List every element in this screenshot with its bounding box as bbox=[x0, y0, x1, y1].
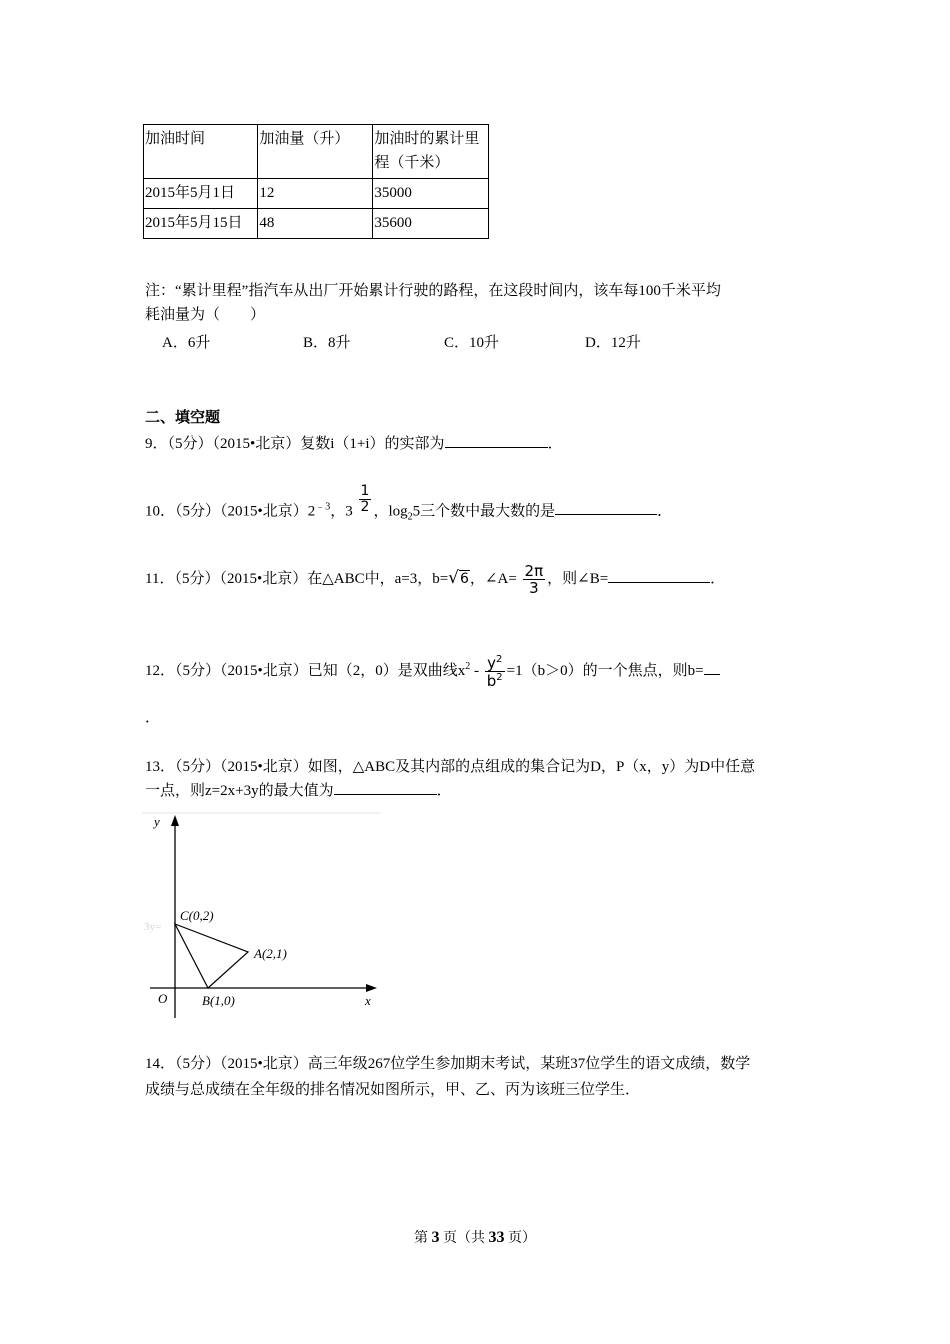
table-cell: 12 bbox=[258, 179, 373, 209]
q10-after: ，log bbox=[373, 503, 408, 520]
footer-mid: 页（共 bbox=[439, 1231, 489, 1246]
q14-line-1: 14．（5分）（2015•北京）高三年级267位学生参加期末考试，某班37位学生的语文成绩，数学 bbox=[145, 1056, 751, 1072]
q11-frac-den: 3 bbox=[529, 579, 539, 598]
q12-frac-num: y bbox=[487, 653, 496, 672]
q11-fraction bbox=[523, 563, 546, 597]
q12-frac-den-exp: 2 bbox=[496, 672, 503, 684]
faint-label: 3y= bbox=[144, 921, 162, 933]
table-cell: 2015年5月15日 bbox=[144, 209, 258, 239]
origin-label: O bbox=[158, 991, 168, 1006]
question-13-line-2 bbox=[145, 779, 452, 803]
q10-fraction bbox=[359, 484, 372, 516]
q11-frac-num: 2π bbox=[524, 561, 544, 580]
table-header-row bbox=[144, 125, 489, 179]
triangle-graph bbox=[140, 812, 382, 1022]
q12-frac-num-exp: 2 bbox=[495, 653, 503, 665]
q12-fraction bbox=[485, 654, 505, 690]
q12-frac-den-wrap bbox=[485, 672, 505, 690]
q12-end: ． bbox=[145, 710, 161, 726]
q11-prefix: 11．（5分）（2015•北京）在△ABC中，a=3，b= bbox=[145, 571, 449, 587]
sqrt-symbol: √ bbox=[448, 568, 459, 588]
table-cell: 2015年5月1日 bbox=[144, 179, 258, 209]
point-b-label: B(1,0) bbox=[202, 993, 235, 1008]
q12-frac-den: b bbox=[486, 672, 497, 691]
q11-sqrt-arg: 6 bbox=[460, 571, 469, 587]
x-axis-label: x bbox=[365, 993, 371, 1008]
table-row bbox=[144, 179, 489, 209]
q12-rest: =1（b＞0）的一个焦点，则b= bbox=[506, 663, 704, 679]
footer-total-pages: 33 bbox=[488, 1229, 505, 1246]
q10-answer-blank bbox=[555, 500, 657, 515]
page-footer bbox=[0, 1227, 950, 1247]
table-cell: 35600 bbox=[373, 209, 489, 239]
q10-prefix: 10．（5分）（2015•北京）2 bbox=[145, 503, 316, 520]
q10-frac-den: 2 bbox=[360, 499, 370, 516]
q9-text: 9．（5分）（2015•北京）复数i（1+i）的实部为 bbox=[145, 436, 445, 452]
x-axis-arrow bbox=[366, 984, 377, 992]
q14-line-2: 成绩与总成绩在全年级的排名情况如图所示，甲、乙、丙为该班三位学生． bbox=[145, 1082, 641, 1098]
table-cell: 48 bbox=[258, 209, 373, 239]
y-axis-arrow bbox=[171, 815, 179, 826]
question-12 bbox=[145, 644, 720, 694]
q12-exponent: 2 bbox=[465, 661, 471, 672]
table-cell: 35000 bbox=[373, 179, 489, 209]
q10-mid: ，3 bbox=[330, 503, 353, 520]
table-header-cell: 加油量（升） bbox=[258, 125, 373, 179]
q10-rest: 5三个数中最大数的是 bbox=[412, 503, 556, 520]
q9-end: ． bbox=[547, 436, 563, 452]
fuel-table bbox=[143, 124, 489, 239]
q9-answer-blank bbox=[445, 433, 548, 448]
q10-frac-num: 1 bbox=[360, 483, 370, 499]
q13-end: ． bbox=[436, 783, 452, 799]
point-c-label: C(0,2) bbox=[180, 908, 214, 923]
note-line-1: 注：“累计里程”指汽车从出厂开始累计行驶的路程，在这段时间内，该车每100千米平均 bbox=[145, 283, 721, 299]
q11-end: ． bbox=[710, 571, 726, 587]
option-d: D．12升 bbox=[585, 335, 641, 351]
footer-pre: 第 bbox=[414, 1231, 432, 1246]
triangle-abc bbox=[175, 924, 248, 988]
q10-end: ． bbox=[657, 503, 673, 520]
table-row bbox=[144, 209, 489, 239]
section-title: 二、填空题 bbox=[145, 410, 221, 426]
note-line-2: 耗油量为（ ） bbox=[145, 307, 266, 323]
q12-minus: - bbox=[470, 663, 483, 679]
q13-answer-blank bbox=[334, 780, 437, 795]
option-a: A．6升 bbox=[162, 335, 211, 351]
table-header-cell: 加油时间 bbox=[144, 125, 258, 179]
q13-line-1: 13．（5分）（2015•北京）如图，△ABC及其内部的点组成的集合记为D，P（x，y）为D中任意 bbox=[145, 759, 756, 775]
option-b: B．8升 bbox=[303, 335, 351, 351]
footer-page-number: 3 bbox=[431, 1229, 440, 1246]
q10-log-base: 2 bbox=[407, 511, 413, 523]
y-axis-label: y bbox=[154, 814, 160, 829]
question-9 bbox=[145, 432, 563, 456]
q12-prefix: 12．（5分）（2015•北京）已知（2，0）是双曲线x bbox=[145, 663, 466, 679]
q11-answer-blank bbox=[608, 568, 710, 583]
q12-answer-blank bbox=[704, 660, 720, 675]
q13-line-2: 一点，则z=2x+3y的最大值为 bbox=[145, 783, 334, 799]
q11-rest: ，则∠B= bbox=[547, 571, 609, 587]
option-c: C．10升 bbox=[444, 335, 500, 351]
table-header-cell: 加油时的累计里程（千米） bbox=[373, 125, 489, 179]
footer-post: 页） bbox=[504, 1231, 536, 1246]
question-11 bbox=[145, 556, 725, 601]
question-10 bbox=[145, 484, 672, 539]
q10-exponent: ﹣3 bbox=[315, 501, 331, 513]
q11-mid: ，∠A= bbox=[469, 571, 517, 587]
q12-frac-num-wrap bbox=[485, 654, 505, 673]
point-a-label: A(2,1) bbox=[254, 946, 287, 961]
